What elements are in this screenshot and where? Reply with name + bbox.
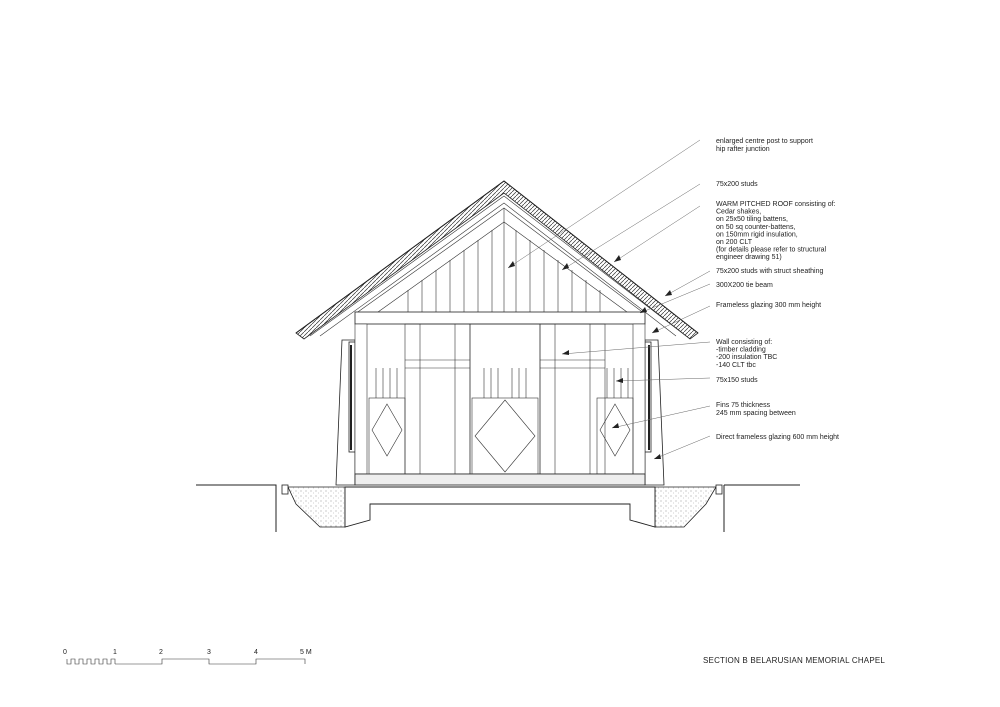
annotation-glazing-600: Direct frameless glazing 600 mm height [716,434,839,441]
scale-tick-0: 0 [63,649,67,656]
scale-tick-4: 4 [254,649,258,656]
annotation-studs-sheathing: 75x200 studs with struct sheathing [716,268,824,275]
left-wall [336,324,367,485]
right-wall [633,324,664,485]
scale-tick-5: 5 M [300,649,312,656]
annotation-tie-beam: 300X200 tie beam [716,282,773,289]
annotation-studs: 75x200 studs [716,181,758,188]
annotation-studs-75x150: 75x150 studs [716,377,758,384]
gravel-fill-right [655,487,716,527]
annotation-fins: Fins 75 thickness 245 mm spacing between [716,402,796,417]
ground-foundation [196,485,800,532]
drawing-title: SECTION B BELARUSIAN MEMORIAL CHAPEL [703,656,886,665]
tie-beam [355,312,645,324]
scale-tick-1: 1 [113,649,117,656]
scale-tick-2: 2 [159,649,163,656]
gravel-fill [288,487,345,527]
roof-outer-line [296,181,698,333]
annotation-glazing-300: Frameless glazing 300 mm height [716,302,822,309]
annotations [716,138,839,441]
annotation-roof-buildup: WARM PITCHED ROOF consisting of: Cedar shakes, on 25x50 tiling battens, on 50 sq counter-battens, on 150mm rigid insulation, on 200 CLT (for details please refer to structural engineer drawing 51) [716,201,836,262]
scale-bar [63,649,312,664]
annotation-wall-buildup: Wall consisting of: -timber cladding -200 insulation TBC -140 CLT tbc [716,339,778,369]
scale-tick-3: 3 [207,649,211,656]
annotation-centre-post: enlarged centre post to support hip rafter junction [716,138,813,153]
floor-slab [355,474,645,485]
foundation-slab [345,487,655,527]
interior-elevation [369,324,633,474]
